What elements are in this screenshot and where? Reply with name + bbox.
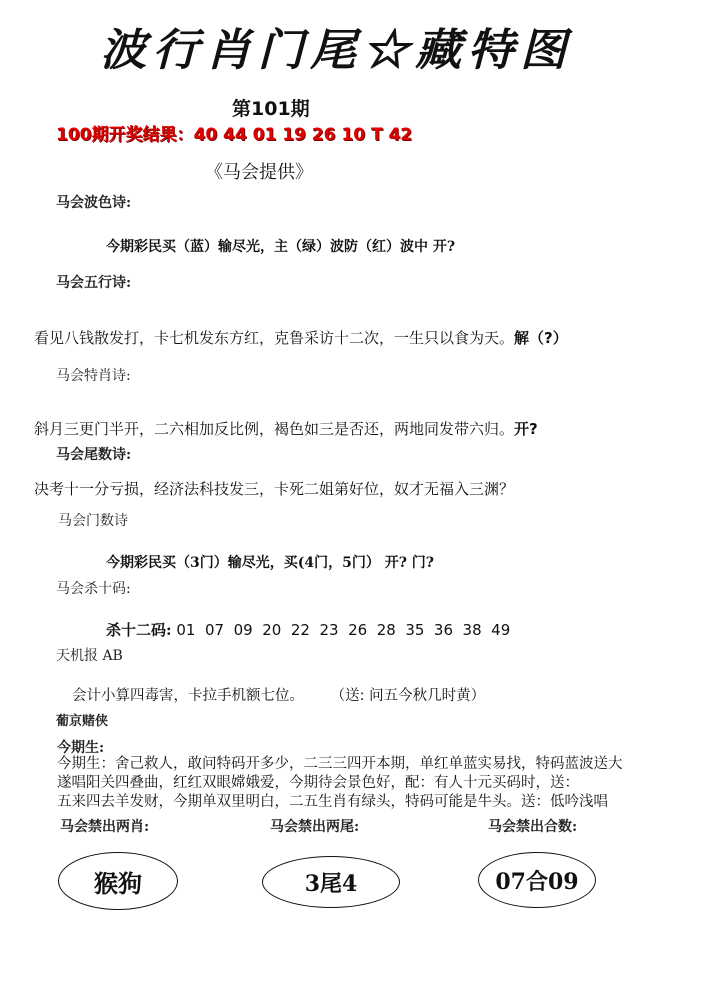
forbidden-heshu-label: 马会禁出合数:: [488, 819, 578, 835]
menshu-label: 马会门数诗: [58, 513, 128, 529]
menshu-poem: 今期彩民买（3门）输尽光，买(4门，5门） 开? 门?: [106, 555, 435, 571]
wuxing-poem-text: 看见八钱散发打，卡七机发东方红，克鲁采访十二次，一生只以食为天。: [34, 329, 515, 347]
forbidden-tail-label: 马会禁出两尾:: [270, 819, 360, 835]
kill-numbers: 01 07 09 20 22 23 26 28 35 36 38 49: [176, 621, 511, 639]
previous-result: 100期开奖结果：40 44 01 19 26 10 T 42: [56, 125, 413, 145]
forbidden-xiao-label: 马会禁出两肖:: [60, 819, 150, 835]
forbidden-heshu-oval: [478, 852, 596, 908]
weishu-label: 马会尾数诗:: [56, 447, 132, 463]
jinqisheng-line-3: 五来四去羊发财，今期单双里明白，二五生肖有绿头，特码可能是牛头。送：低吟浅唱: [57, 794, 608, 810]
wuxing-label: 马会五行诗:: [56, 275, 132, 291]
bose-label: 马会波色诗:: [56, 195, 132, 211]
forbidden-tail-value: 3尾4: [304, 870, 358, 897]
forbidden-tail-oval: [262, 856, 400, 908]
texiao-poem: [34, 418, 538, 439]
jinqisheng-line-2: 遂唱阳关四叠曲，红红双眼嫦娥爱，今期待会景色好，配：有人十元买码时，送：: [57, 775, 579, 791]
jinqisheng-label: 今期生:: [57, 740, 105, 756]
forbidden-xiao-value: 猴狗: [94, 868, 142, 898]
shashima-label: 马会杀十码:: [56, 581, 131, 597]
kill-numbers-prefix: 杀十二码:: [106, 621, 172, 639]
texiao-poem-tail: 开?: [514, 420, 538, 438]
issue-number: 第101期: [232, 98, 310, 120]
pujing-label: 葡京赌侠: [56, 714, 109, 729]
provider-line: 《马会提供》: [205, 162, 313, 183]
texiao-poem-text: 斜月三更门半开，二六相加反比例，褐色如三是否还，两地同发带六归。: [34, 420, 515, 438]
page-title: 波行肖门尾☆藏特图: [100, 25, 573, 76]
jinqisheng-line-1: 今期生：舍己救人，敢问特码开多少，二三三四开本期，单红单蓝实易找，特码蓝波送大: [57, 756, 623, 772]
tianji-label: 天机报 AB: [56, 648, 123, 664]
texiao-label: 马会特肖诗:: [56, 368, 131, 384]
forbidden-xiao-oval: [58, 852, 178, 910]
tianji-poem-text: 会计小算四毒害，卡拉手机额七位。: [72, 688, 304, 704]
bose-poem: 今期彩民买（蓝）输尽光，主（绿）波防（红）波中 开?: [106, 239, 456, 255]
tianji-poem-tail: （送: 问五今秋几时黄）: [330, 688, 486, 704]
tianji-poem: [72, 684, 485, 705]
wuxing-poem-tail: 解（?）: [514, 329, 568, 347]
wuxing-poem: [34, 327, 568, 348]
kill-numbers-row: [106, 619, 510, 640]
forbidden-heshu-value: 07合09: [495, 868, 579, 895]
weishu-poem: 决考十一分亏损，经济法科技发三，卡死二姐第好位，奴才无福入三渊？: [34, 480, 515, 498]
